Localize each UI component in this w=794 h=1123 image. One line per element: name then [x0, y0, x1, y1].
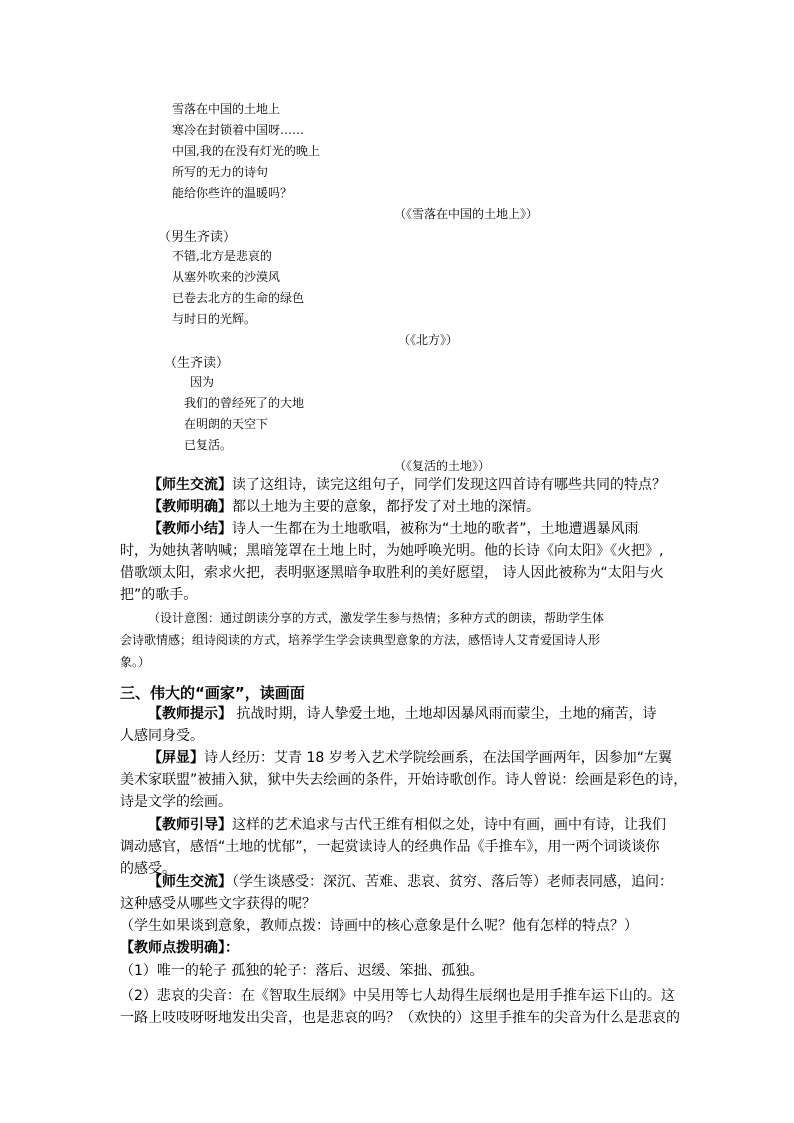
paragraph-text: 时，为她执著呐喊；黑暗笼罩在土地上时，为她呼唤光明。他的长诗《向太阳》《火把》, [120, 543, 664, 559]
poem-line: 所写的无力的诗句 [172, 165, 269, 179]
poem-source: （《雪落在中国的土地上》） [394, 207, 539, 221]
poem-line: 已复活。 [184, 438, 233, 452]
design-intent [120, 607, 680, 673]
paragraph-text: 诗人经历：艾青 18 岁考入艺术学院绘画系，在法国学画两年，因参加“左翼 [204, 750, 672, 766]
paragraph-text: 美术家联盟”被捕入狱，狱中失去绘画的条件，开始诗歌创作。诗人曾说：绘画是彩色的诗， [120, 772, 688, 788]
paragraph-clarify [120, 496, 680, 518]
paragraph-text: 一路上吱吱呀呀地发出尖音，也是悲哀的吗？（欢快的）这里手推车的尖音为什么是悲哀的 [120, 1010, 680, 1026]
section-heading: 三、伟大的“画家”，读画面 [120, 684, 305, 702]
paragraph-text: 人感同身受。 [120, 728, 204, 744]
paragraph-exchange [120, 474, 680, 496]
poem-source: （《复活的土地》） [394, 459, 491, 473]
poem-line: 与时日的光辉。 [172, 312, 257, 326]
poem-line: 从塞外吹来的沙漠风 [172, 270, 281, 284]
poem-line: 因为 [190, 375, 215, 389]
paragraph-tag: 【教师点拨明确】 [120, 940, 225, 956]
paragraph-teacher-tip [120, 703, 680, 725]
poem-line: 中国,我的在没有灯光的晚上 [172, 144, 320, 158]
poem-source: （《北方》） [398, 333, 459, 347]
poem-line: 雪落在中国的土地上 [172, 102, 281, 116]
paragraph-hint: （学生如果谈到意象，教师点拨：诗画中的核心意象是什么呢？他有怎样的特点？） [120, 918, 638, 934]
paragraph-talk [120, 871, 680, 915]
paragraph-tag: 【教师明确】 [148, 499, 232, 515]
paragraph-text: 这种感受从哪些文字获得的呢？ [120, 896, 316, 912]
poem-line: 寒冷在封锁着中国呀…… [172, 123, 305, 137]
paragraph-summary [120, 518, 680, 606]
paragraph-text: 读了这组诗，读完这组句子，同学们发现这四首诗有哪些共同的特点？ [232, 477, 666, 493]
list-item: （1）唯一的轮子 孤独的轮子：落后、迟缓、笨拙、孤独。 [120, 963, 484, 979]
design-text: 象。） [120, 655, 151, 669]
paragraph-text: 诗是文学的绘画。 [120, 794, 232, 810]
paragraph-text: 都以土地为主要的意象，都抒发了对土地的深情。 [232, 499, 540, 515]
paragraph-tag: 【教师小结】 [148, 521, 232, 537]
paragraph-tag: 【屏显】 [148, 750, 204, 766]
paragraph-text: 这样的艺术追求与古代王维有相似之处，诗中有画，画中有诗，让我们 [232, 817, 666, 833]
paragraph-text: （学生谈感受：深沉、苦难、悲哀、贫穷、落后等）老师表同感，追问： [232, 874, 673, 890]
paragraph-text: 抗战时期，诗人挚爱土地，土地却因暴风雨而蒙尘，土地的痛苦，诗 [232, 706, 657, 722]
paragraph-text: 诗人一生都在为土地歌唱，被称为“土地的歌者”，土地遭遇暴风雨 [232, 521, 639, 537]
poem-line: 在明朗的天空下 [184, 417, 269, 431]
paragraph-clarify-heading [120, 937, 680, 959]
design-text: 会诗歌情感；组诗阅读的方式，培养学生学会读典型意象的方法，感悟诗人艾青爱国诗人形 [120, 633, 601, 647]
design-text: （设计意图：通过朗读分享的方式，激发学生参与热情；多种方式的朗读，帮助学生体 [148, 611, 605, 625]
paragraph-screen [120, 747, 688, 813]
reading-label: （生齐读） [164, 356, 230, 371]
paragraph-tag: 【教师提示】 [148, 706, 232, 722]
paragraph-tag: 【师生交流】 [148, 477, 232, 493]
poem-line: 不错,北方是悲哀的 [172, 249, 272, 263]
paragraph-text: ： [225, 940, 239, 956]
paragraph-text: 借歌颂太阳，索求火把，表明驱逐黑暗争取胜利的美好愿望， 诗人因此被称为“太阳与火 [120, 565, 664, 581]
poem-line: 能给你些许的温暖吗？ [172, 186, 293, 200]
paragraph-text: 的感受。 [120, 861, 176, 877]
paragraph-tag: 【教师引导】 [148, 817, 232, 833]
paragraph-tag: 【师生交流】 [148, 874, 232, 890]
paragraph-text: 把”的歌手。 [120, 587, 198, 603]
paragraph-text: 调动感官，感悟“土地的忧郁”，一起赏读诗人的经典作品《手推车》，用一两个词谈谈你 [120, 839, 660, 855]
poem-line: 已卷去北方的生命的绿色 [172, 291, 305, 305]
poem-line: 我们的曾经死了的大地 [184, 396, 305, 410]
reading-label: （男生齐读） [158, 230, 237, 245]
list-item [120, 985, 680, 1029]
paragraph-text: （2）悲哀的尖音：在《智取生辰纲》中吴用等七人劫得生辰纲也是用手推车运下山的。这 [120, 988, 675, 1004]
